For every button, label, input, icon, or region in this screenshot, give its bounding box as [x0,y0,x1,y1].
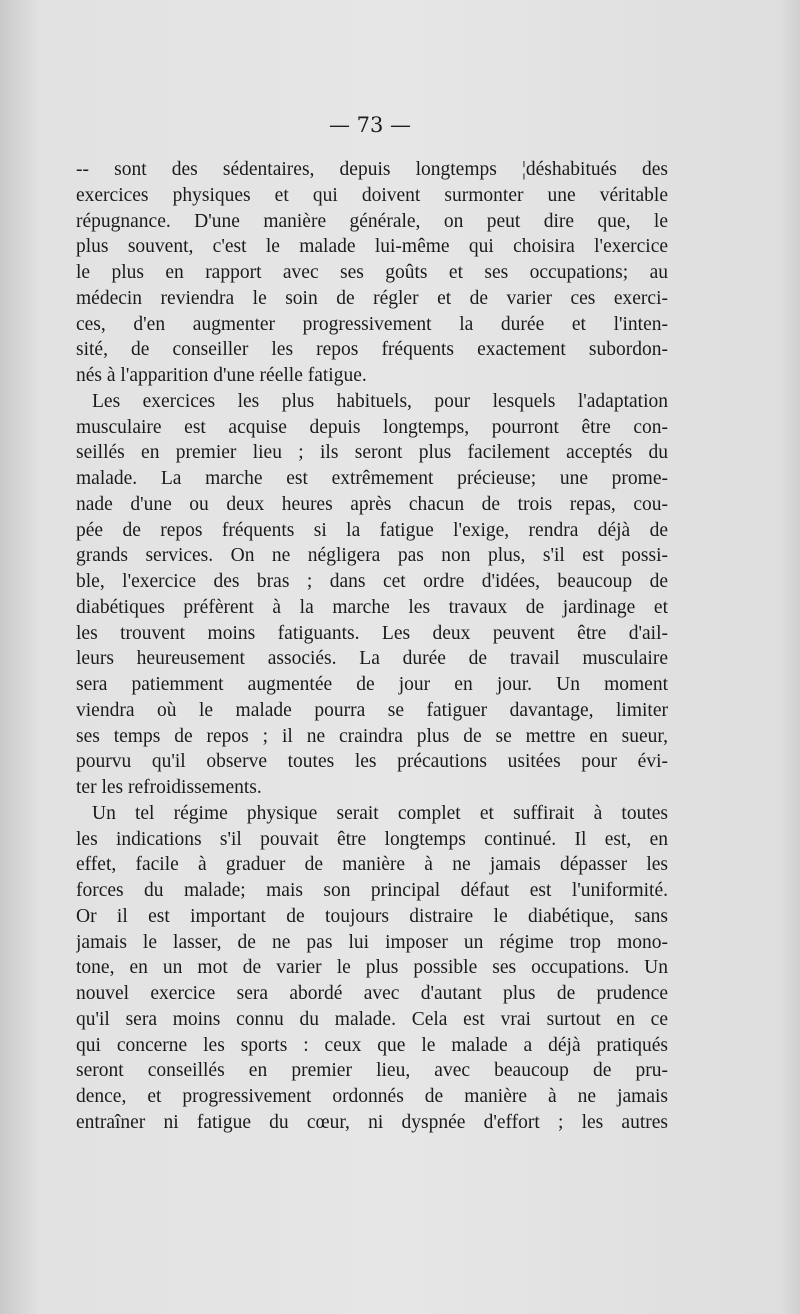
text-line: Or il est important de toujours distraire le diabétique, sans [76,905,668,927]
paragraph-2 [76,389,668,801]
text-line: le plus en rapport avec ses goûts et ses occupations; au [76,262,668,283]
body-text [76,157,668,1136]
text-line: seront conseillés en premier lieu, avec beaucoup de pru- [76,1060,668,1082]
text-line: nade d'une ou deux heures après chacun de trois repas, cou- [76,493,668,515]
text-line: ses temps de repos ; il ne craindra plus de se mettre en sueur, [76,725,668,747]
paragraph-1 [76,157,668,389]
text-line: plus souvent, c'est le malade lui-même qui choisira l'exercice [76,236,668,258]
text-line: les indications s'il pouvait être longtemps continué. Il est, en [76,828,668,850]
text-line: Les exercices les plus habituels, pour lesquels l'adaptation [92,390,668,412]
text-line: forces du malade; mais son principal défaut est l'uniformité. [76,880,668,901]
text-line: jamais le lasser, de ne pas lui imposer un régime trop mono- [76,931,668,953]
text-line: viendra où le malade pourra se fatiguer davantage, limiter [76,699,668,721]
text-line: dence, et progressivement ordonnés de manière à ne jamais [76,1086,668,1107]
text-line: répugnance. D'une manière générale, on peut dire que, le [76,210,668,232]
page-number: — 73 — [328,113,412,137]
text-line: tone, en un mot de varier le plus possible ses occupations. Un [76,957,668,979]
text-line: qui concerne les sports : ceux que le malade a déjà pratiqués [76,1034,668,1056]
text-line: ces, d'en augmenter progressivement la durée et l'inten- [76,313,668,335]
text-line: -- sont des sédentaires, depuis longtemps ¦déshabitués des [76,159,668,180]
text-line: ble, l'exercice des bras ; dans cet ordre d'idées, beaucoup de [76,571,668,592]
text-line: ter les refroidissements. [76,777,262,798]
text-line: médecin reviendra le soin de régler et de varier ces exerci- [76,287,668,309]
text-line: diabétiques préfèrent à la marche les travaux de jardinage et [76,596,668,618]
text-line: pée de repos fréquents si la fatigue l'exige, rendra déjà de [76,519,668,541]
text-line: grands services. On ne négligera pas non plus, s'il est possi- [76,545,668,567]
text-line: sité, de conseiller les repos fréquents exactement subordon- [76,339,668,361]
text-line: malade. La marche est extrêmement précieuse; une prome- [76,468,668,489]
text-line: effet, facile à graduer de manière à ne jamais dépasser les [76,854,668,876]
text-line: pourvu qu'il observe toutes les précautions usitées pour évi- [76,751,668,773]
text-line: leurs heureusement associés. La durée de travail musculaire [76,648,668,670]
text-line: entraîner ni fatigue du cœur, ni dyspnée d'effort ; les autres [76,1111,668,1133]
text-line: exercices physiques et qui doivent surmonter une véritable [76,184,668,206]
text-line: nouvel exercice sera abordé avec d'autant plus de prudence [76,983,668,1004]
text-line: musculaire est acquise depuis longtemps, pourront être con- [76,416,668,438]
text-line: seillés en premier lieu ; ils seront plus facilement acceptés du [76,442,668,464]
text-line: qu'il sera moins connu du malade. Cela est vrai surtout en ce [76,1008,668,1030]
text-line: Un tel régime physique serait complet et suffirait à toutes [92,802,668,824]
paragraph-3 [76,801,668,1136]
text-line: les trouvent moins fatiguants. Les deux peuvent être d'ail- [76,622,668,644]
text-line: sera patiemment augmentée de jour en jour. Un moment [76,674,668,695]
text-line: nés à l'apparition d'une réelle fatigue. [76,365,367,386]
